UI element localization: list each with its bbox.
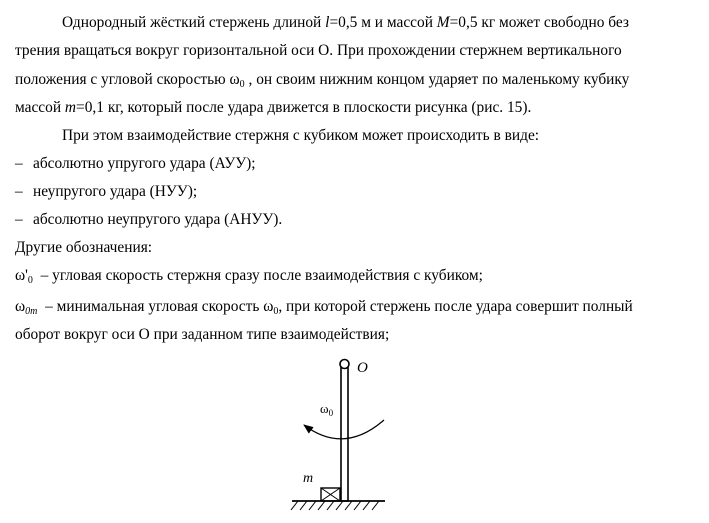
list-item-text: неупругого удара (НУУ); (33, 183, 198, 200)
text-segment: =0,1 кг, который после удара движется в плоскости рисунка (рис. 15). (76, 99, 532, 116)
variable-m: m (64, 99, 77, 116)
list-dash: – (15, 183, 23, 200)
definition-omega-min-line-2: оборот вокруг оси О при заданном типе взаимодействия; (15, 326, 390, 343)
text-segment: массой (15, 99, 65, 116)
text-segment: положения с угловой скоростью ω (15, 71, 240, 88)
variable-M: M (436, 14, 450, 31)
label-m: m (303, 471, 314, 486)
ground-hatching (291, 501, 379, 510)
subscript: 0 (27, 275, 33, 286)
variable-l: l (325, 14, 330, 31)
label-O: O (357, 360, 368, 376)
list-dash: – (15, 155, 23, 172)
definition-text: , при которой стержень после удара совершит полный (278, 298, 633, 315)
subscript: 0m (25, 306, 38, 317)
paragraph-1-line-2: трения вращаться вокруг горизонтальной оси О. При прохождении стержнем вертикального (15, 42, 622, 59)
symbol: ω (15, 298, 26, 315)
pivot-axis-icon (340, 360, 349, 369)
label-omega: $\omega_0$ (320, 401, 334, 418)
text-segment: , он своим нижним концом ударяет по маленькому кубику (244, 71, 630, 88)
definition-text: – угловая скорость стержня сразу после взаимодействия с кубиком; (32, 267, 483, 284)
list-dash: – (15, 211, 23, 228)
list-item-text: абсолютно неупругого удара (АНУУ). (33, 211, 283, 228)
list-item-text: абсолютно упругого удара (АУУ); (33, 155, 256, 172)
subscript: 0 (239, 79, 245, 90)
text-segment: Однородный жёсткий стержень длиной (62, 14, 326, 31)
symbol: ω' (15, 267, 28, 284)
text-segment: =0,5 кг может свободно без (449, 14, 630, 31)
subscript: 0 (273, 306, 279, 317)
paragraph-2: При этом взаимодействие стержня с кубиком может происходить в виде: (62, 127, 540, 144)
definition-text: – минимальная угловая скорость ω (37, 298, 274, 315)
text-segment: =0,5 м и массой (329, 14, 437, 31)
other-notations-heading: Другие обозначения: (15, 239, 153, 256)
rod (341, 365, 348, 501)
